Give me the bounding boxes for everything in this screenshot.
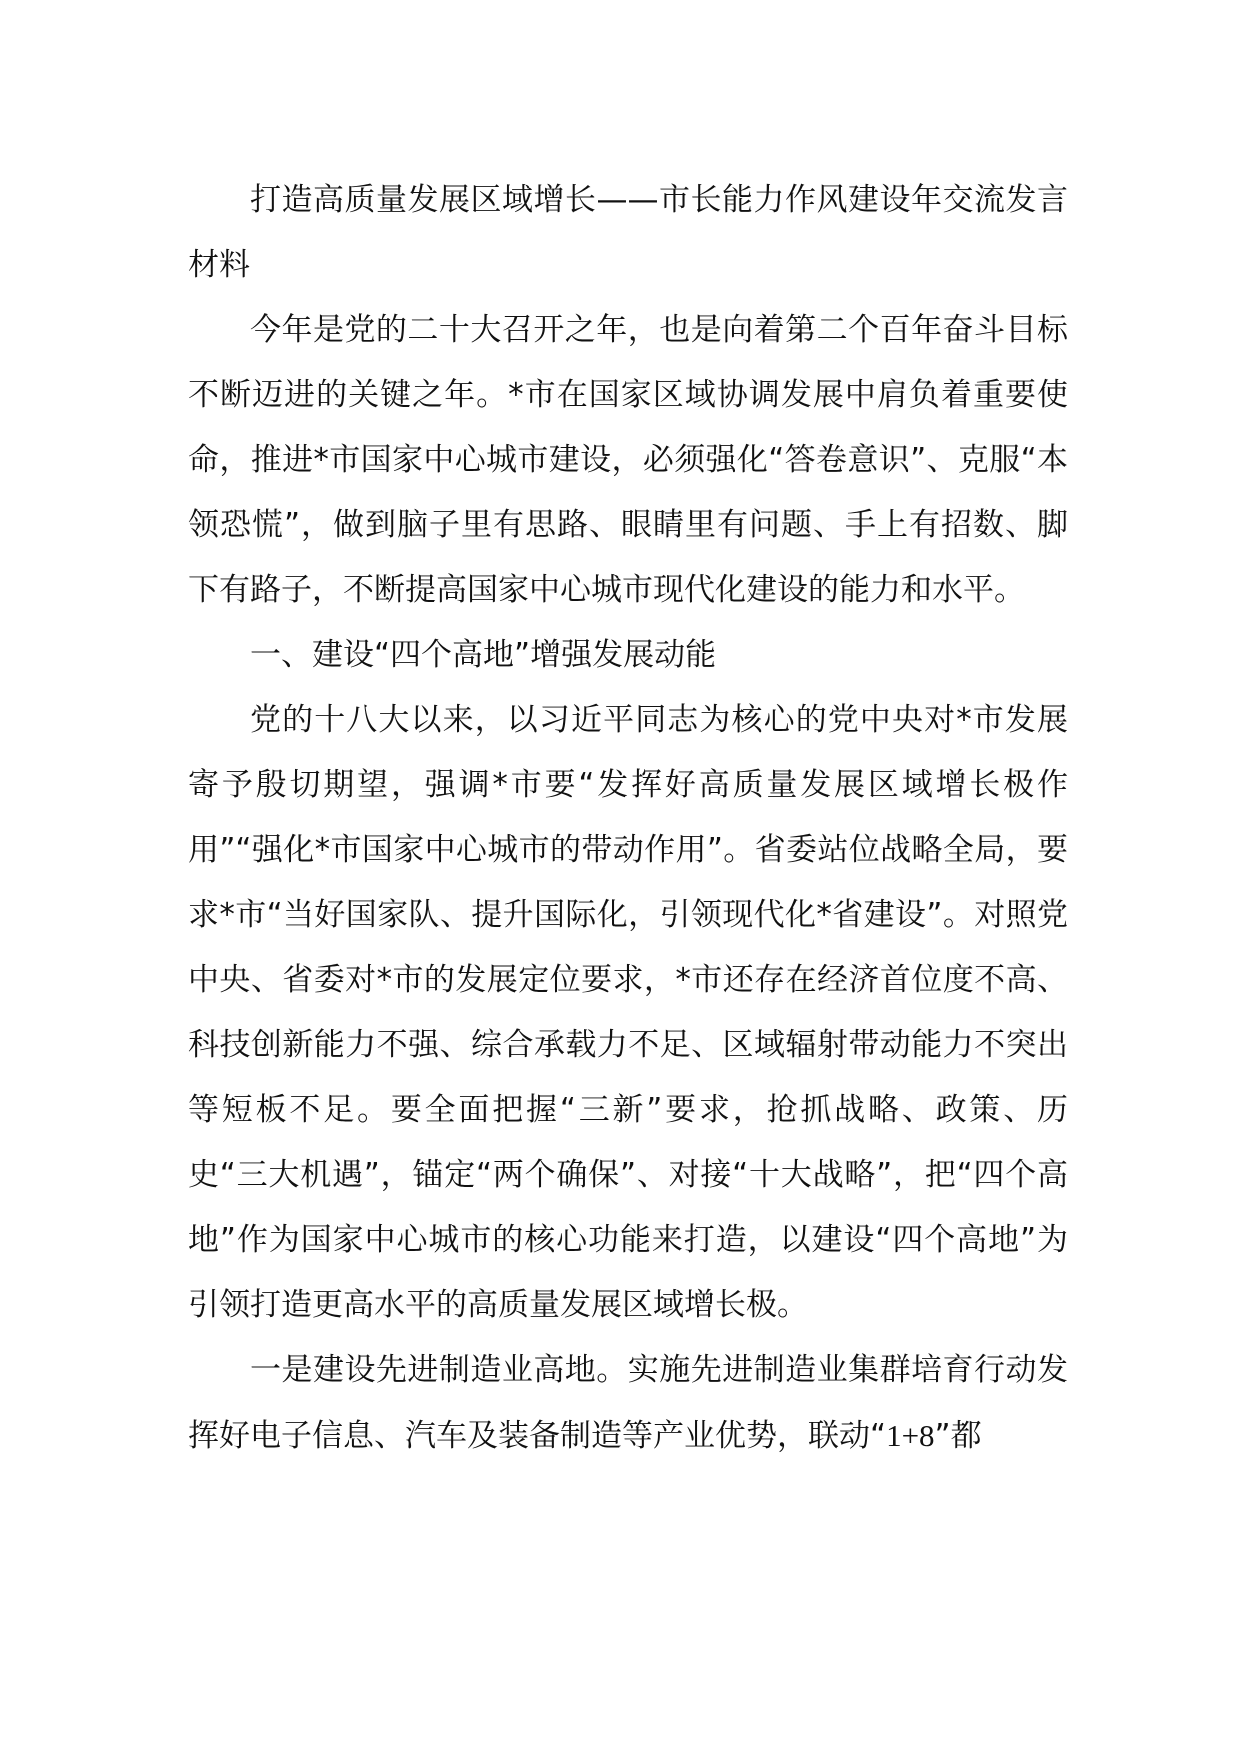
paragraph-point-1-latin: 1+8 — [886, 1418, 935, 1453]
paragraph-point-1-text: 一是建设先进制造业高地。实施先进制造业集群培育行动发挥好电子信息、汽车及装备制造等产业优势，联动“ — [188, 1352, 1068, 1454]
document-body — [188, 168, 1068, 1469]
paragraph-background: 党的十八大以来，以习近平同志为核心的党中央对*市发展寄予殷切期望，强调*市要“发挥好高质量发展区域增长极作用”“强化*市国家中心城市的带动作用”。省委站位战略全局，要求*市“当好国家队、提升国际化，引领现代化*省建设”。对照党中央、省委对*市的发展定位要求，*市还存在经济首位度不高、科技创新能力不强、综合承载力不足、区域辐射带动能力不突出等短板不足。要全面把握“三新”要求，抢抓战略、政策、历史“三大机遇”，锚定“两个确保”、对接“十大战略”，把“四个高地”作为国家中心城市的核心功能来打造，以建设“四个高地”为引领打造更高水平的高质量发展区域增长极。 — [188, 702, 1068, 1323]
paragraph-point-1-suffix: ”都 — [934, 1418, 982, 1454]
section-heading-1: 一、建设“四个高地”增强发展动能 — [250, 637, 717, 673]
paragraph-point-1 — [188, 1338, 1068, 1469]
document-title: 打造高质量发展区域增长——市长能力作风建设年交流发言材料 — [188, 182, 1068, 283]
paragraph-intro: 今年是党的二十大召开之年，也是向着第二个百年奋斗目标不断迈进的关键之年。*市在国家区域协调发展中肩负着重要使命，推进*市国家中心城市建设，必须强化“答卷意识”、克服“本领恐慌”，做到脑子里有思路、眼睛里有问题、手上有招数、脚下有路子，不断提高国家中心城市现代化建设的能力和水平。 — [188, 312, 1068, 608]
